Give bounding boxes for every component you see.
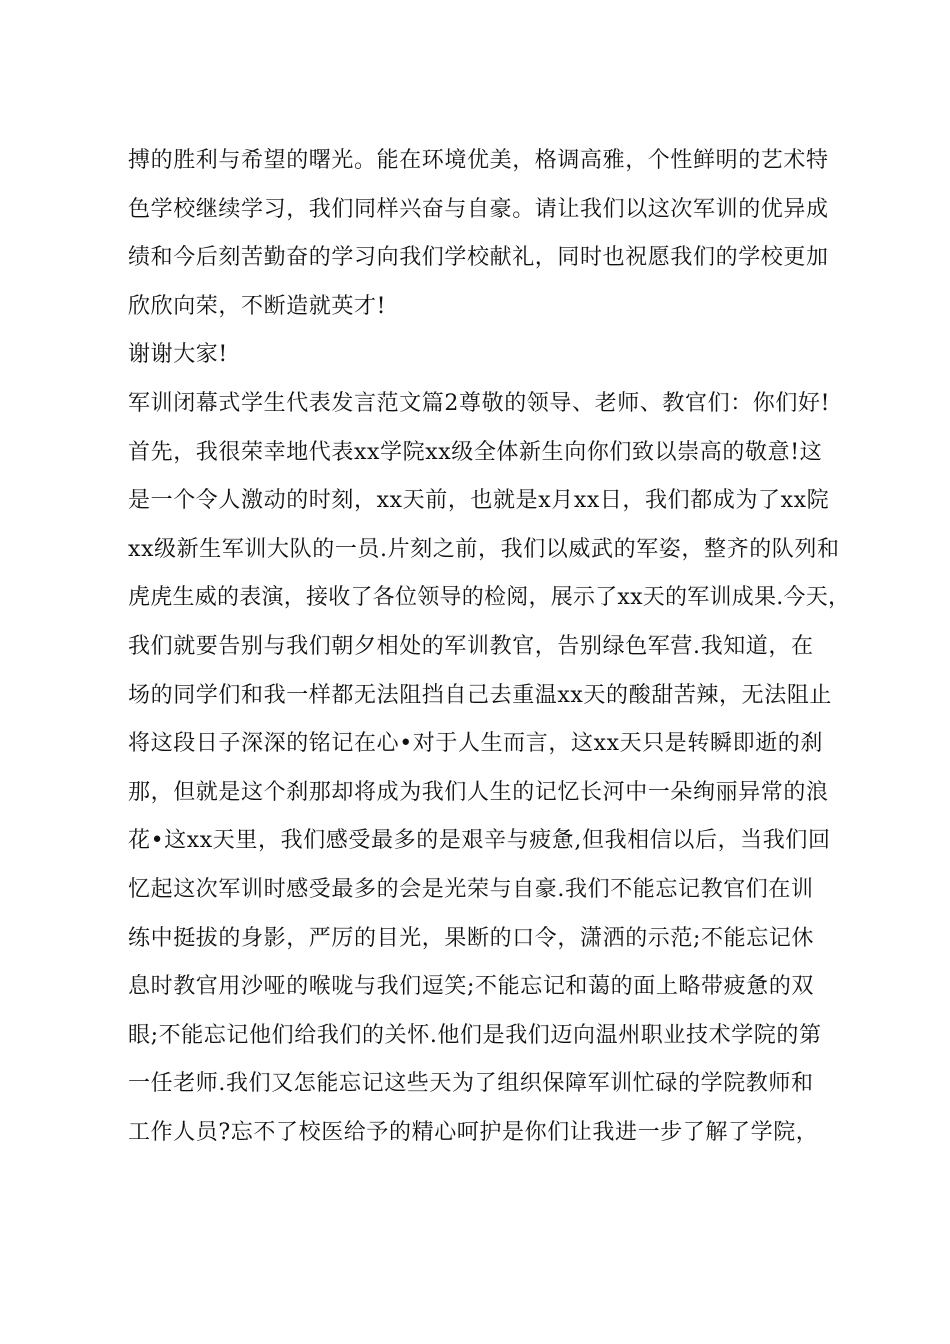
body-text: [128, 141, 851, 1161]
text-line: 色学校继续学习，我们同样兴奋与自豪。请让我们以这次军训的优异成: [128, 196, 829, 222]
text-line: 眼;不能忘记他们给我们的关怀.他们是我们迈向温州职业技术学院的第: [128, 1022, 822, 1048]
text-line: 欣欣向荣，不断造就英才!: [128, 293, 387, 319]
text-line: xx级新生军训大队的一员.片刻之前，我们以威武的军姿，整齐的队列和: [128, 536, 840, 562]
text-line: 忆起这次军训时感受最多的会是光荣与自豪.我们不能忘记教官们在训: [128, 876, 814, 902]
text-line: 搏的胜利与希望的曙光。能在环境优美，格调高雅，个性鲜明的艺术特: [128, 148, 829, 173]
text-line: 是一个令人激动的时刻，xx天前，也就是x月xx日，我们都成为了xx院: [128, 488, 830, 514]
text-line: 那，但就是这个刹那却将成为我们人生的记忆长河中一朵绚丽异常的浪: [128, 779, 829, 805]
text-line: 将这段日子深深的铭记在心•对于人生而言，这xx天只是转瞬即逝的刹: [128, 731, 823, 757]
text-line: 场的同学们和我一样都无法阻挡自己去重温xx天的酸甜苦辣，无法阻止: [128, 682, 833, 708]
text-line: 工作人员?忘不了校医给予的精心呵护是你们让我进一步了解了学院，: [128, 1119, 819, 1145]
text-line: 一任老师.我们又怎能忘记这些天为了组织保障军训忙碌的学院教师和: [128, 1071, 814, 1097]
text-line: 虎虎生威的表演，接收了各位领导的检阅，展示了xx天的军训成果.今天，: [128, 585, 851, 611]
text-line: 首先，我很荣幸地代表xx学院xx级全体新生向你们致以崇高的敬意!这: [128, 439, 823, 465]
text-line: 谢谢大家!: [128, 342, 228, 368]
text-line: 息时教官用沙哑的喉咙与我们逗笑;不能忘记和蔼的面上略带疲惫的双: [128, 974, 815, 1000]
text-line: 花•这xx天里，我们感受最多的是艰辛与疲惫,但我相信以后，当我们回: [128, 828, 831, 854]
text-line: 练中挺拔的身影，严厉的目光，果断的口令，潇洒的示范;不能忘记休: [128, 925, 815, 951]
text-line: 军训闭幕式学生代表发言范文篇2尊敬的领导、老师、教官们：你们好!: [128, 390, 831, 416]
text-line: 我们就要告别与我们朝夕相处的军训教官，告别绿色军营.我知道，在: [128, 633, 814, 659]
text-line: 绩和今后刻苦勤奋的学习向我们学校献礼，同时也祝愿我们的学校更加: [128, 245, 829, 271]
